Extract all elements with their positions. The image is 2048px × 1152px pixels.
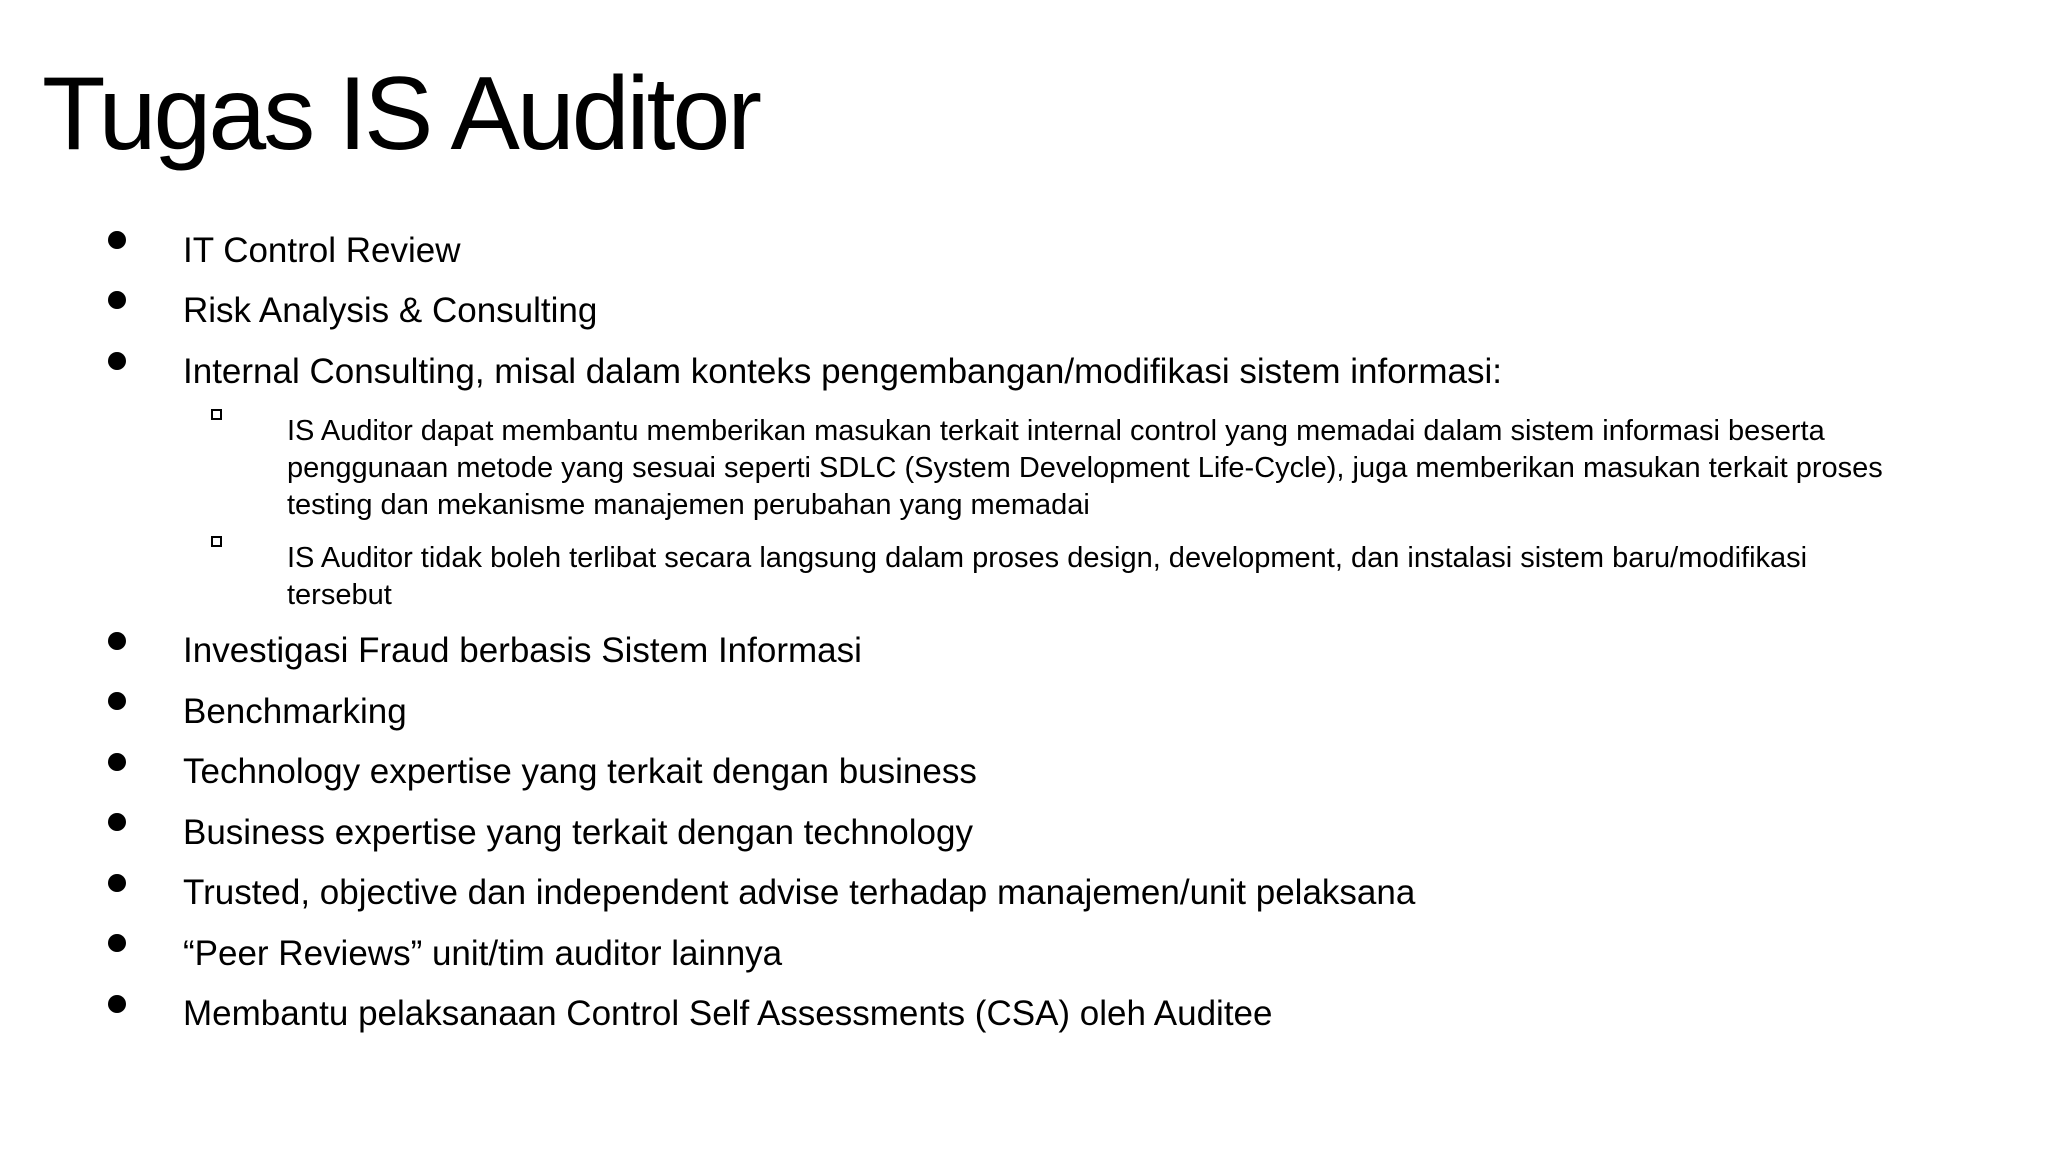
bullet-icon	[108, 995, 126, 1013]
sub-list-item-line: IS Auditor tidak boleh terlibat secara langsung dalam proses design, development, dan instalasi sistem baru/modifikasi	[287, 542, 1808, 574]
sub-list-item-line: IS Auditor dapat membantu memberikan masukan terkait internal control yang memadai dalam sistem informasi beserta	[287, 415, 1825, 447]
square-bullet-icon	[211, 409, 222, 420]
sub-list-item	[287, 540, 2007, 614]
bullet-icon	[108, 231, 126, 249]
list-item: “Peer Reviews” unit/tim auditor lainnya	[183, 934, 783, 973]
list-item: IT Control Review	[183, 231, 461, 270]
list-item: Benchmarking	[183, 692, 407, 731]
bullet-icon	[108, 874, 126, 892]
list-item: Internal Consulting, misal dalam konteks pengembangan/modifikasi sistem informasi:	[183, 352, 1502, 391]
bullet-icon	[108, 632, 126, 650]
list-item: Membantu pelaksanaan Control Self Assessments (CSA) oleh Auditee	[183, 994, 1273, 1033]
list-item: Business expertise yang terkait dengan technology	[183, 813, 973, 852]
list-item: Investigasi Fraud berbasis Sistem Informasi	[183, 631, 862, 670]
list-item: Risk Analysis & Consulting	[183, 291, 598, 330]
sub-list-item-line: penggunaan metode yang sesuai seperti SDLC (System Development Life-Cycle), juga memberikan masukan terkait proses	[287, 452, 1883, 484]
bullet-icon	[108, 291, 126, 309]
bullet-icon	[108, 813, 126, 831]
slide-title: Tugas IS Auditor	[42, 56, 760, 172]
sub-list-item	[287, 413, 2007, 524]
bullet-icon	[108, 934, 126, 952]
list-item: Technology expertise yang terkait dengan business	[183, 752, 977, 791]
list-item: Trusted, objective dan independent advise terhadap manajemen/unit pelaksana	[183, 873, 1416, 912]
bullet-icon	[108, 352, 126, 370]
bullet-icon	[108, 692, 126, 710]
bullet-icon	[108, 753, 126, 771]
sub-list-item-line: testing dan mekanisme manajemen perubahan yang memadai	[287, 489, 1090, 521]
sub-list-item-line: tersebut	[287, 579, 392, 611]
square-bullet-icon	[211, 536, 222, 547]
